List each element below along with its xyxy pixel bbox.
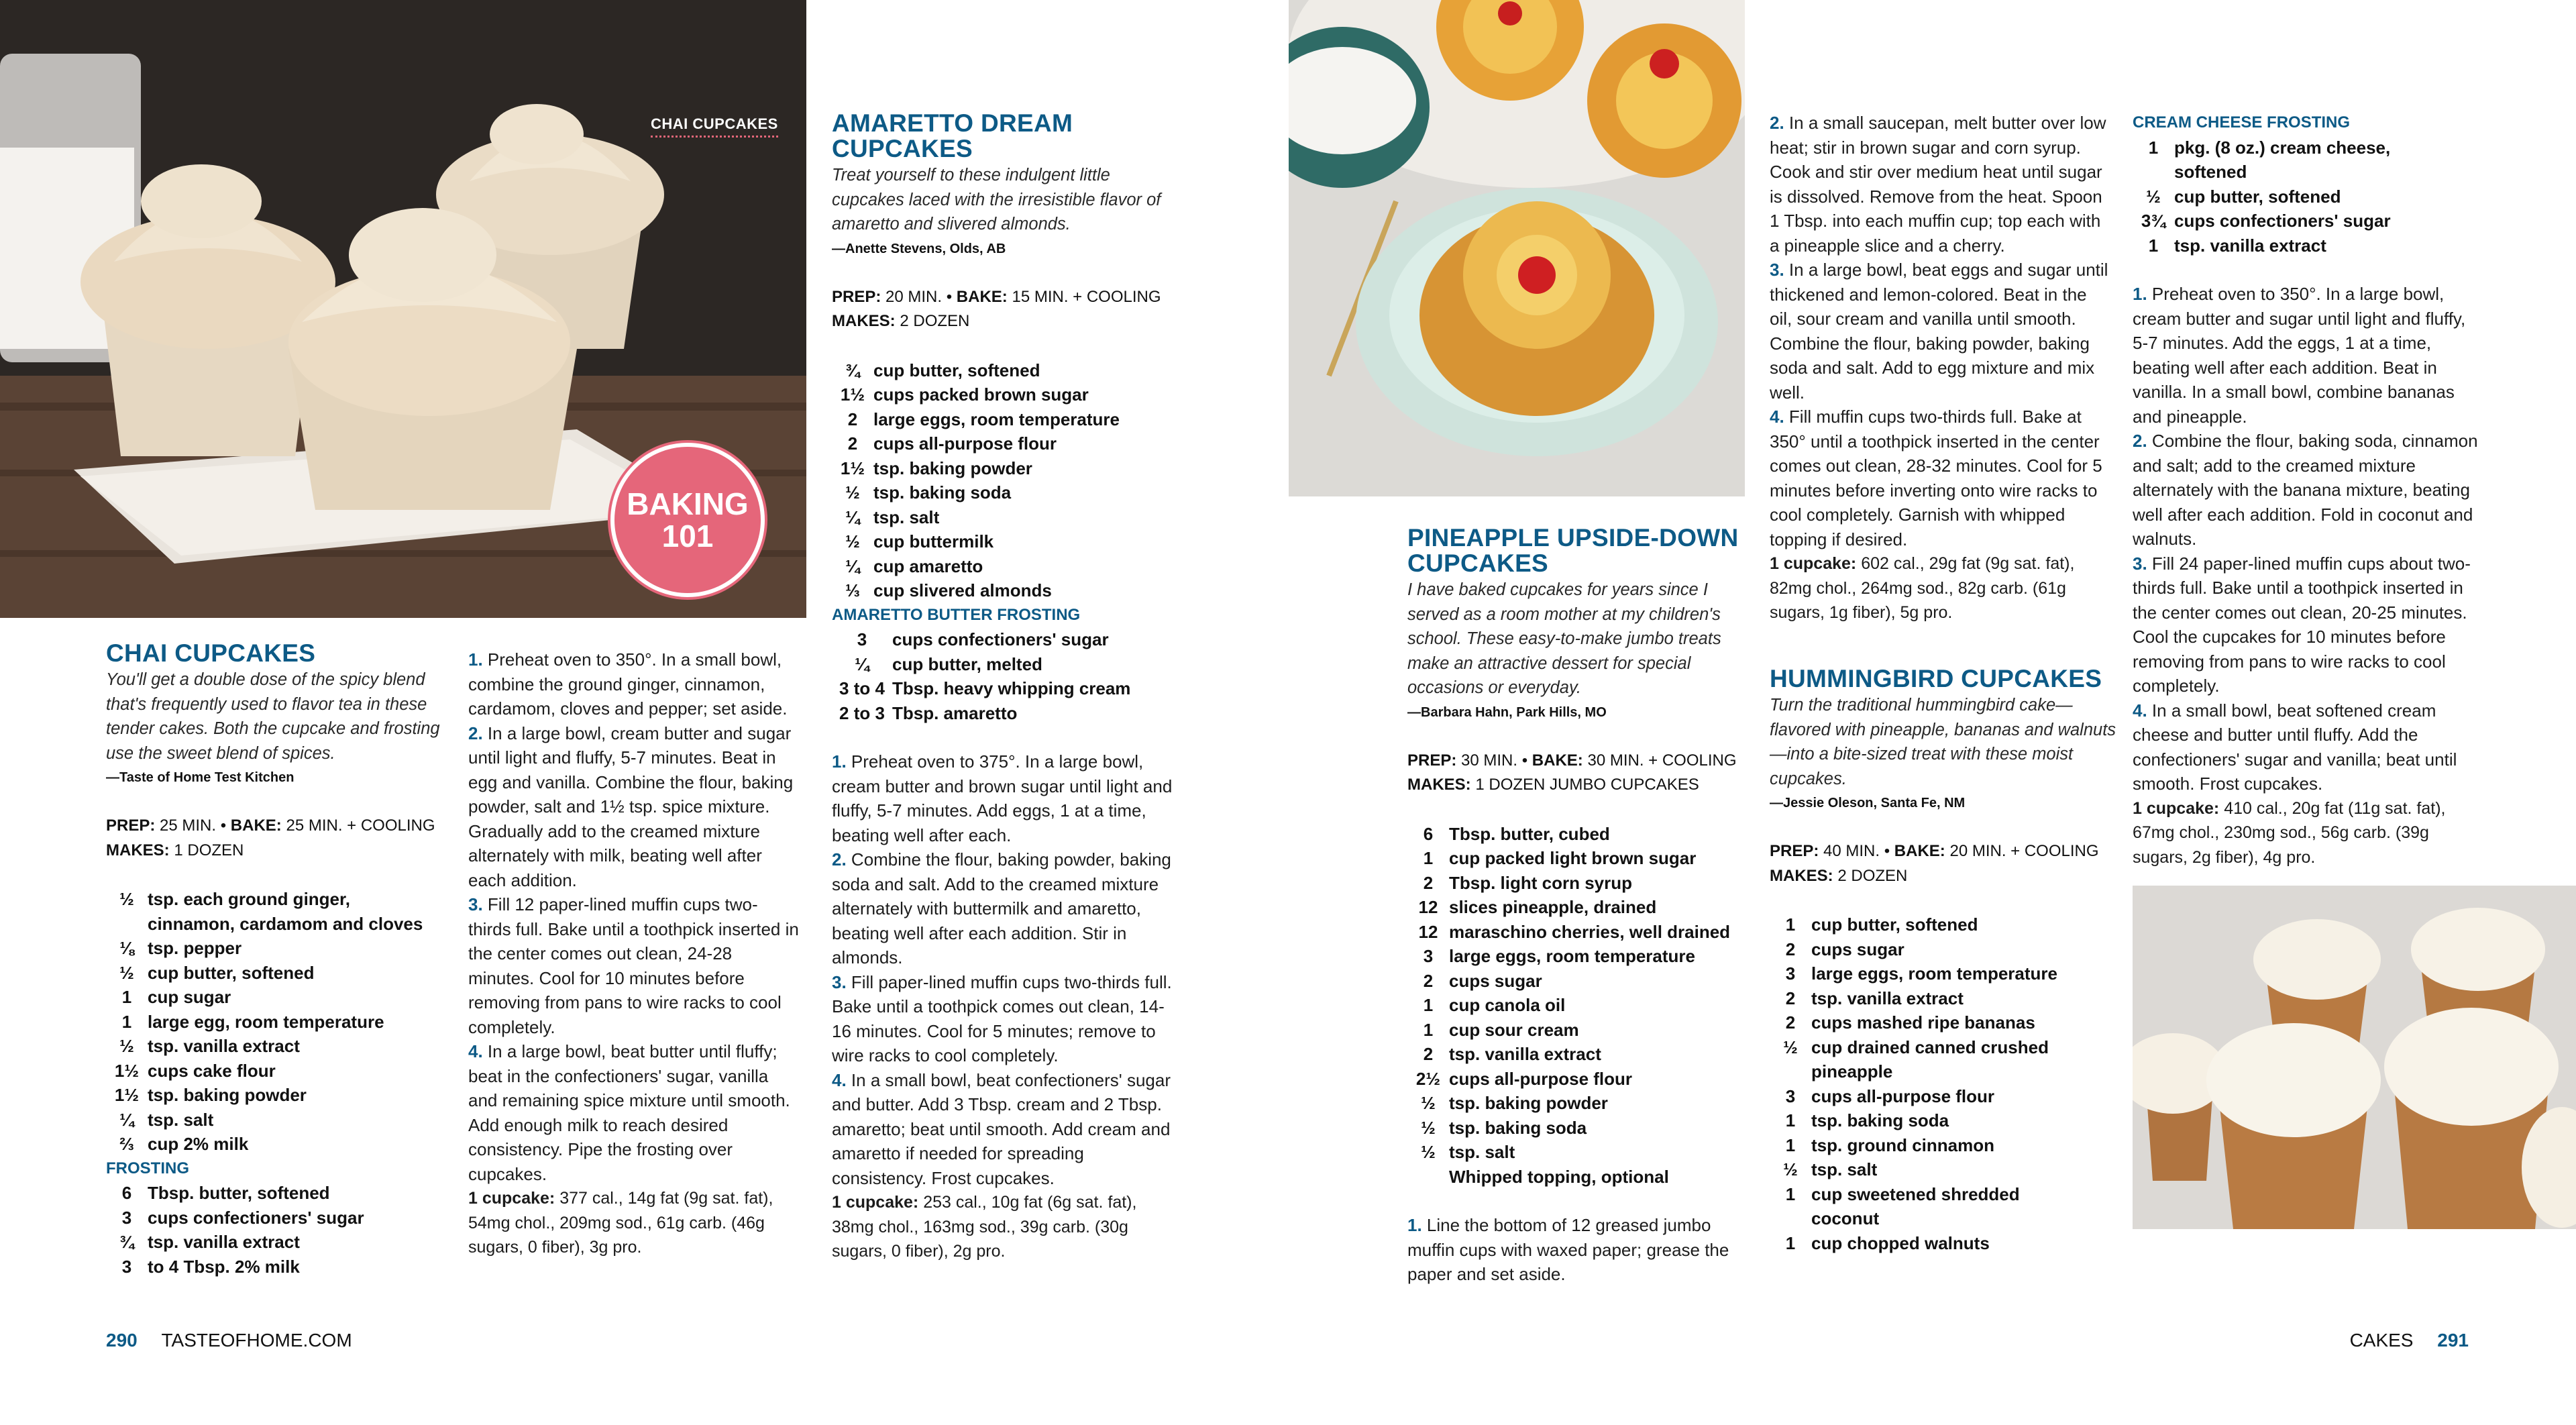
recipe-intro: You'll get a double dose of the spicy blend that's frequently used to flavor tea in these tender cakes. Both the cupcake and frosting use the sweet blend of spices. [106,670,440,763]
ingredient-text: large egg, room temperature [148,1011,384,1032]
recipe-title: CHAI CUPCAKES [106,639,316,667]
step-number: 4. [468,1041,483,1061]
chai-directions [468,647,800,1260]
baking-101-badge [610,443,765,597]
ingredient-text: Tbsp. heavy whipping cream [892,678,1131,698]
ingredient-qty: 12 [1418,921,1438,942]
ingredient-text: Whipped topping, optional [1449,1166,1669,1187]
site-name: TASTEOFHOME.COM [161,1330,352,1351]
pineapple-photo-art [1289,0,1745,496]
hummingbird-frosting-and-directions [2133,111,2481,869]
ingredient-row [106,1132,448,1157]
direction-step [832,970,1181,1068]
ingredient-qty: ¼ [845,507,860,527]
ingredient-qty: ¼ [845,556,860,576]
ingredient-qty: ½ [119,962,134,983]
ingredient-text: cups sugar [1811,939,1904,959]
recipe-intro: Turn the traditional hummingbird cake—flavored with pineapple, bananas and walnuts—into a bite-sized treat with these moist cupcakes. [1770,696,2116,788]
ingredient-qty: 3 [1785,1086,1796,1106]
ingredient-qty: 1 [2148,235,2159,256]
ingredient-text: cup butter, softened [873,360,1040,380]
ingredient-qty: ⅔ [119,1134,134,1154]
ingredient-row [2133,233,2481,258]
ingredient-row [106,1108,448,1132]
footer-right [2350,1327,2469,1354]
ingredient-row [832,529,1181,554]
ingredient-row [832,554,1181,579]
hummingbird-directions [2133,282,2481,796]
ingredient-text: Tbsp. butter, softened [148,1183,330,1203]
recipe-title: AMARETTO DREAM CUPCAKES [832,109,1073,162]
ingredient-text: tsp. baking powder [873,458,1032,478]
step-number: 1. [1407,1215,1422,1235]
ingredient-row [1407,969,1756,994]
ingredient-text: cup chopped walnuts [1811,1232,1990,1253]
recipe-title: PINEAPPLE UPSIDE-DOWN CUPCAKES [1407,524,1739,577]
ingredient-text: cups mashed ripe bananas [1811,1012,2035,1033]
ingredient-qty: 1 [1785,1183,1796,1204]
ingredient-text: tsp. pepper [148,938,242,958]
step-text: Combine the flour, baking soda, cinnamon and salt; add to the creamed mixture alternately with the banana mixture, beating well after each addition. Fold in coconut and walnuts. [2133,431,2478,549]
direction-step [2133,429,2481,551]
ingredient-row [1770,1182,2118,1207]
ingredient-qty: 2 to 3 [839,702,885,723]
direction-step [832,749,1181,847]
ingredient-qty: 1½ [840,384,865,405]
ingredient-text: tsp. vanilla extract [148,1036,300,1056]
ingredient-text: cup sour cream [1449,1019,1579,1040]
ingredient-row [1770,1231,2118,1256]
ingredient-qty [1770,1059,1811,1084]
step-number: 3. [2133,553,2147,574]
recipe-byline: —Barbara Hahn, Park Hills, MO [1407,704,1607,720]
step-number: 4. [2133,700,2147,721]
ingredient-row [1407,871,1756,896]
ingredient-row [832,480,1181,505]
step-text: Line the bottom of 12 greased jumbo muffin cups with waxed paper; grease the paper and set aside. [1407,1215,1729,1284]
recipe-prep: PREP: 20 MIN. • BAKE: 15 MIN. + COOLING [832,287,1161,306]
ingredients-list [1770,912,2118,1255]
badge-line1: BAKING [627,486,749,521]
direction-step [1407,1213,1756,1287]
ingredient-text: softened [2174,162,2247,182]
ingredient-text: tsp. baking powder [148,1085,307,1105]
photo-tag: CHAI CUPCAKES [651,115,778,138]
ingredient-row [832,358,1181,383]
direction-step [468,892,800,1039]
recipe-byline: —Anette Stevens, Olds, AB [832,241,1006,256]
ingredient-row [832,652,1181,677]
hummingbird-photo-art [2133,886,2576,1229]
ingredient-text: cup sweetened shredded [1811,1183,2020,1204]
ingredient-qty: 2 [1785,988,1796,1008]
direction-step [832,1068,1181,1191]
ingredient-qty: 1 [121,1011,132,1032]
ingredient-qty: ⅓ [845,580,860,600]
ingredient-row [1770,1157,2118,1182]
step-number: 1. [2133,284,2147,304]
ingredient-row [1770,937,2118,962]
nutrition: 1 cupcake: 410 cal., 20g fat (11g sat. fat), 67mg chol., 230mg sod., 56g carb. (39g sugars, 2g fiber), 4g pro. [2133,798,2446,867]
frosting-heading: AMARETTO BUTTER FROSTING [832,605,1081,624]
ingredient-text: tsp. baking soda [1811,1110,1949,1130]
ingredient-qty [1770,1206,1811,1231]
ingredient-text: cup 2% milk [148,1134,249,1154]
page-number-right: 291 [2437,1330,2469,1351]
ingredient-qty: ½ [2146,186,2161,207]
recipe-makes: MAKES: 1 DOZEN JUMBO CUPCAKES [1407,776,1699,794]
ingredient-row [106,1034,448,1059]
ingredient-text: cup packed light brown sugar [1449,848,1697,868]
frosting-heading: FROSTING [106,1159,189,1177]
ingredient-qty: 1 [121,987,132,1007]
ingredient-text: pineapple [1811,1061,1893,1081]
ingredient-row [1407,822,1756,847]
ingredient-row [832,627,1181,652]
direction-step [1770,111,2112,258]
ingredient-row [1407,1018,1756,1043]
ingredient-text: tsp. salt [148,1109,214,1130]
recipe-intro: Treat yourself to these indulgent little cupcakes laced with the irresistible flavor of amaretto and slivered almonds. [832,166,1161,233]
ingredient-qty: ½ [119,1036,134,1056]
ingredient-row [2133,160,2481,184]
direction-step [2133,698,2481,796]
frosting-list [832,627,1181,725]
ingredient-text: cups confectioners' sugar [148,1207,364,1228]
recipe-byline: —Jessie Oleson, Santa Fe, NM [1770,796,1966,810]
pineapple-directions-start [1407,1213,1756,1287]
ingredient-text: cups sugar [1449,970,1542,991]
ingredient-qty: 3 [121,1207,132,1228]
frosting-list [2133,136,2481,258]
ingredient-row [832,407,1181,432]
ingredient-row [106,1255,448,1279]
ingredient-row [2133,184,2481,209]
pineapple-cupcakes-photo [1289,0,1745,496]
ingredient-row [106,936,448,961]
recipe-title: HUMMINGBIRD CUPCAKES [1770,665,2102,692]
ingredient-qty: 2 [1423,970,1434,991]
ingredient-qty: 3 [1785,963,1796,984]
chai-cupcakes-photo [0,0,806,618]
ingredient-text: cups all-purpose flour [873,433,1057,454]
ingredient-qty: ½ [1421,1117,1436,1138]
ingredient-row [1407,895,1756,920]
ingredient-qty: ½ [1421,1093,1436,1113]
ingredient-row [832,382,1181,407]
step-text: In a small bowl, beat confectioners' sugar and butter. Add 3 Tbsp. cream and 2 Tbsp. amaretto; beat until smooth. Add cream and amaretto if needed for spreading consistency. Frost cupcakes. [832,1069,1171,1188]
ingredient-text: tsp. ground cinnamon [1811,1134,1994,1155]
ingredient-row [1407,1042,1756,1067]
ingredient-qty: ½ [845,531,860,551]
ingredient-text: tsp. salt [873,507,940,527]
ingredient-row [832,431,1181,456]
recipe-makes: MAKES: 2 DOZEN [832,312,970,330]
direction-step [468,1039,800,1186]
badge-line2: 101 [661,519,714,553]
ingredient-text: Tbsp. butter, cubed [1449,823,1610,844]
ingredient-text: large eggs, room temperature [1811,963,2057,984]
ingredient-row [1770,1084,2118,1109]
ingredient-row [1770,1010,2118,1035]
ingredient-text: cup buttermilk [873,531,994,551]
ingredient-text: tsp. vanilla extract [148,1232,300,1252]
ingredient-text: cup drained canned crushed [1811,1037,2049,1057]
frosting-list [106,1181,448,1279]
hummingbird-recipe [1770,666,2118,1255]
step-text: In a large bowl, beat butter until fluffy; beat in the confectioners' sugar, vanilla and remaining spice mixture until smooth. Add enough milk to reach desired consistency. Pipe the frosting over cupcakes. [468,1041,790,1184]
ingredient-text: tsp. salt [1811,1159,1878,1179]
section-name: CAKES [2349,1330,2414,1351]
ingredient-qty: 6 [1423,823,1434,844]
ingredient-qty: 1½ [114,1085,140,1105]
ingredient-row [1407,1091,1756,1116]
amaretto-directions [832,749,1181,1264]
ingredient-text: tsp. vanilla extract [1449,1044,1601,1064]
ingredient-row [1770,1206,2118,1231]
ingredient-qty: 1 [1423,995,1434,1015]
ingredient-row [2133,209,2481,233]
ingredient-row [106,887,448,912]
ingredient-qty: ½ [1783,1037,1798,1057]
ingredient-row [106,985,448,1010]
ingredient-qty: 6 [121,1183,132,1203]
ingredient-row [1407,944,1756,969]
chai-recipe [106,641,448,1279]
ingredient-qty [2133,160,2174,184]
ingredient-text: cup sugar [148,987,231,1007]
ingredient-text: tsp. vanilla extract [2174,235,2326,256]
recipe-prep: PREP: 40 MIN. • BAKE: 20 MIN. + COOLING [1770,842,2099,860]
step-text: Fill 12 paper-lined muffin cups two-thirds full. Bake until a toothpick inserted in the center comes out clean, 24-28 minutes. Cool for 10 minutes before removing from pans to wire racks to cool completely. [468,894,799,1037]
recipe-intro: I have baked cupcakes for years since I served as a room mother at my children's school. These easy-to-make jumbo treats make an attractive dessert for special occasions or everyday. [1407,580,1721,697]
step-number: 3. [468,894,483,914]
ingredient-row [832,676,1181,701]
ingredient-qty: 1 [1785,1232,1796,1253]
direction-step [2133,551,2481,698]
step-text: In a large bowl, cream butter and sugar until light and fluffy, 5-7 minutes. Beat in egg and vanilla. Combine the flour, baking powder, salt and 1½ tsp. spice mixture. Gradually add to the creamed mixture alternately with milk, beating well after each addition. [468,723,794,890]
ingredients-list [1407,822,1756,1190]
direction-step [2133,282,2481,429]
pineapple-steps [1770,111,2112,551]
ingredient-row [2133,136,2481,160]
ingredient-qty: ¼ [855,653,869,674]
ingredient-text: cups cake flour [148,1060,276,1081]
ingredient-qty: 12 [1418,897,1438,917]
ingredient-row [106,1059,448,1084]
ingredient-text: tsp. salt [1449,1142,1515,1162]
ingredients-list [832,358,1181,603]
ingredient-row [106,912,448,937]
nutrition: 1 cupcake: 377 cal., 14g fat (9g sat. fat), 54mg chol., 209mg sod., 61g carb. (46g sugars, 0 fiber), 3g pro. [468,1189,773,1257]
direction-step [1770,258,2112,405]
ingredient-row [1407,993,1756,1018]
ingredient-qty: 2½ [1415,1068,1441,1089]
recipe-makes: MAKES: 2 DOZEN [1770,866,1908,885]
ingredient-text: cup amaretto [873,556,983,576]
step-text: Fill 24 paper-lined muffin cups about two-thirds full. Bake until a toothpick inserted in the center comes out clean, 20-25 minutes. Cool the cupcakes for 10 minutes before removing from pans to wire racks to cool completely. [2133,553,2471,696]
ingredient-text: cup butter, melted [892,653,1042,674]
ingredient-qty: 2 [1423,1044,1434,1064]
ingredient-text: large eggs, room temperature [1449,946,1695,966]
ingredient-qty: 2 [847,409,858,429]
step-number: 2. [468,723,483,743]
nutrition: 1 cupcake: 253 cal., 10g fat (6g sat. fat), 38mg chol., 163mg sod., 39g carb. (30g sugars, 0 fiber), 2g pro. [832,1193,1137,1261]
step-number: 1. [832,751,847,772]
ingredient-row [1770,1133,2118,1158]
step-number: 3. [1770,260,1784,280]
ingredient-text: slices pineapple, drained [1449,897,1657,917]
ingredient-row [832,578,1181,603]
recipe-makes: MAKES: 1 DOZEN [106,841,244,859]
step-text: Fill muffin cups two-thirds full. Bake at 350° until a toothpick inserted in the center comes out clean, 28-32 minutes. Cool for 5 minutes before inverting onto wire racks to cool completely. Garnish with whipped topping if desired. [1770,407,2102,549]
ingredient-qty: 2 [1785,1012,1796,1033]
ingredient-qty: ¾ [845,360,860,380]
ingredient-qty: 2 [1785,939,1796,959]
ingredient-qty: 2 [1423,872,1434,893]
pineapple-directions-cont [1770,111,2112,625]
ingredient-row [1407,1067,1756,1092]
step-number: 2. [2133,431,2147,451]
ingredient-row [1770,986,2118,1011]
direction-step [468,647,800,721]
ingredient-row [832,456,1181,481]
step-number: 3. [832,971,847,992]
ingredient-qty: 1½ [114,1060,140,1081]
ingredient-qty: ½ [119,889,134,909]
ingredient-text: cup butter, softened [2174,186,2341,207]
step-number: 2. [1770,113,1784,133]
ingredient-row [1770,912,2118,937]
ingredient-text: cup butter, softened [148,962,315,983]
step-text: Preheat oven to 350°. In a large bowl, cream butter and sugar until light and fluffy, 5-7 minutes. Add the eggs, 1 at a time, beating well after each addition. Beat in vanilla. In a small bowl, combine bananas and pineapple. [2133,284,2466,427]
ingredient-qty: ½ [1421,1142,1436,1162]
ingredient-qty: 1 [1785,1110,1796,1130]
ingredient-text: large eggs, room temperature [873,409,1120,429]
ingredient-qty: 3 [121,1256,132,1277]
ingredient-qty: ½ [845,482,860,503]
page-number-left: 290 [106,1330,138,1351]
ingredient-row [1770,1108,2118,1133]
ingredient-qty: 3¾ [2141,211,2166,231]
ingredient-row [832,505,1181,530]
step-number: 4. [832,1069,847,1090]
ingredient-row [1770,1059,2118,1084]
recipe-byline: —Taste of Home Test Kitchen [106,770,294,785]
ingredient-text: cup butter, softened [1811,914,1978,935]
ingredient-text: tsp. baking soda [873,482,1012,503]
ingredient-text: tsp. baking powder [1449,1093,1608,1113]
ingredient-text: Tbsp. light corn syrup [1449,872,1633,893]
ingredient-text: cinnamon, cardamom and cloves [148,913,423,934]
ingredient-row [1407,1165,1756,1190]
direction-step [468,721,800,893]
step-text: Fill paper-lined muffin cups two-thirds full. Bake until a toothpick comes out clean, 14-16 minutes. Cool for 5 minutes; remove to wire racks to cool completely. [832,971,1172,1065]
ingredient-qty: 1 [1423,1019,1434,1040]
ingredient-text: tsp. baking soda [1449,1117,1587,1138]
ingredient-text: coconut [1811,1208,1880,1228]
step-number: 1. [468,649,483,670]
ingredient-text: to 4 Tbsp. 2% milk [148,1256,300,1277]
ingredient-qty [1407,1165,1449,1190]
ingredient-text: cup canola oil [1449,995,1566,1015]
ingredient-qty: 3 [1423,946,1434,966]
recipe-prep: PREP: 30 MIN. • BAKE: 30 MIN. + COOLING [1407,751,1737,770]
ingredient-row [1407,1140,1756,1165]
step-text: Combine the flour, baking powder, baking soda and salt. Add to the creamed mixture alternately with buttermilk and amaretto, beating well after each addition. Stir in almonds. [832,849,1171,967]
ingredient-qty: ⅛ [119,938,134,958]
ingredient-qty: ¾ [119,1232,134,1252]
ingredient-text: pkg. (8 oz.) cream cheese, [2174,137,2391,158]
ingredient-qty: ½ [1783,1159,1798,1179]
amaretto-recipe [832,111,1181,1264]
ingredient-text: maraschino cherries, well drained [1449,921,1731,942]
ingredient-row [1407,846,1756,871]
ingredient-row [106,961,448,986]
ingredient-qty: 1 [1785,914,1796,935]
frosting-heading: CREAM CHEESE FROSTING [2133,113,2351,131]
ingredient-qty: 2 [847,433,858,454]
ingredient-qty: ¼ [119,1109,134,1130]
step-text: Preheat oven to 375°. In a large bowl, cream butter and brown sugar until light and fluffy, 5-7 minutes. Add eggs, 1 at a time, beating well after each. [832,751,1173,845]
pineapple-recipe [1407,525,1756,1287]
ingredient-row [1770,961,2118,986]
ingredient-text: cup slivered almonds [873,580,1052,600]
direction-step [832,847,1181,970]
ingredient-text: cups all-purpose flour [1811,1086,1995,1106]
footer-left [106,1327,352,1354]
step-text: In a large bowl, beat eggs and sugar until thickened and lemon-colored. Beat in the oil, sour cream and vanilla until smooth. Combine the flour, baking powder, baking soda and salt. Add to egg mixture and mix well. [1770,260,2108,403]
ingredient-text: tsp. each ground ginger, [148,889,350,909]
ingredient-qty [106,912,148,937]
step-number: 4. [1770,407,1784,427]
ingredient-text: tsp. vanilla extract [1811,988,1964,1008]
ingredient-qty: 1 [1785,1134,1796,1155]
direction-step [1770,405,2112,551]
ingredients-list [106,887,448,1157]
ingredient-row [1770,1035,2118,1060]
nutrition: 1 cupcake: 602 cal., 29g fat (9g sat. fat), 82mg chol., 264mg sod., 82g carb. (61g sugars, 1g fiber), 5g pro. [1770,554,2075,622]
step-text: In a small saucepan, melt butter over low heat; stir in brown sugar and corn syrup. Cook and stir over medium heat until sugar is dissolved. Remove from the heat. Spoon 1 Tbsp. into each muffin cup; top each with a pineapple slice and a cherry. [1770,113,2106,256]
ingredient-text: cups confectioners' sugar [892,629,1109,649]
ingredient-qty: 1½ [840,458,865,478]
ingredient-row [106,1010,448,1035]
ingredient-text: cups confectioners' sugar [2174,211,2391,231]
ingredient-row [1407,920,1756,945]
ingredient-row [106,1206,448,1230]
step-text: Preheat oven to 350°. In a small bowl, combine the ground ginger, cinnamon, cardamom, cloves and pepper; set aside. [468,649,788,719]
ingredient-row [832,701,1181,726]
step-number: 2. [832,849,847,869]
recipe-prep: PREP: 25 MIN. • BAKE: 25 MIN. + COOLING [106,816,435,835]
step-text: In a small bowl, beat softened cream cheese and butter until fluffy. Add the confectioners' sugar and vanilla; beat until smooth. Frost cupcakes. [2133,700,2457,794]
ingredient-text: cups all-purpose flour [1449,1068,1633,1089]
ingredient-text: Tbsp. amaretto [892,702,1018,723]
ingredient-row [1407,1116,1756,1141]
ingredient-qty: 1 [1423,848,1434,868]
ingredient-row [106,1083,448,1108]
ingredient-text: cups packed brown sugar [873,384,1089,405]
ingredient-qty: 1 [2148,137,2159,158]
ingredient-row [106,1230,448,1255]
hummingbird-cupcakes-photo [2133,886,2576,1229]
ingredient-row [106,1181,448,1206]
ingredient-qty: 3 [857,629,867,649]
ingredient-qty: 3 to 4 [839,678,885,698]
